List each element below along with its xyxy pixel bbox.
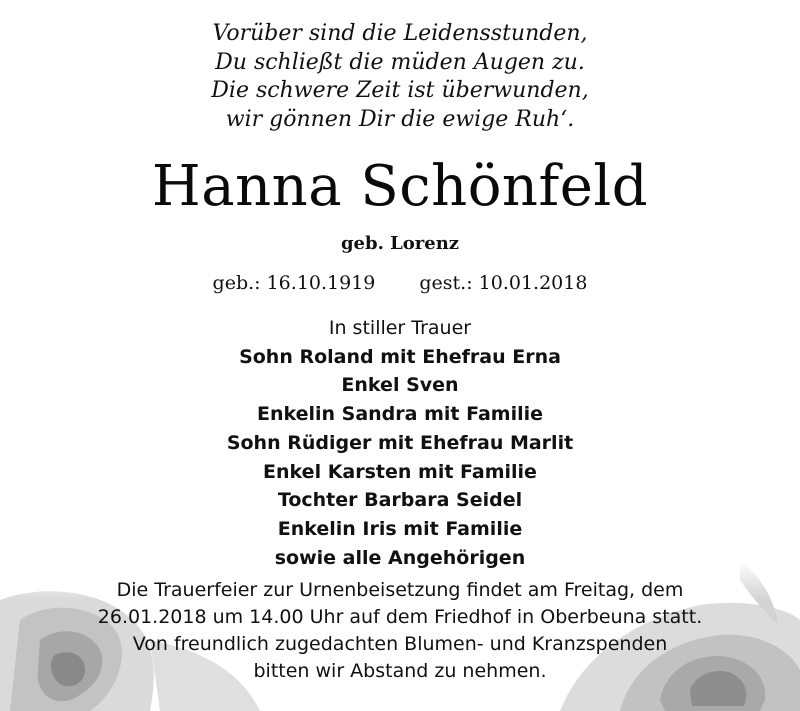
mourner: Enkelin Iris mit Familie [277, 517, 523, 540]
service-line: Die Trauerfeier zur Urnenbeisetzung findet am Freitag, dem [116, 579, 684, 601]
mourner: Sohn Rüdiger mit Ehefrau Marlit [226, 431, 574, 454]
deceased-name: Hanna Schönfeld [151, 154, 649, 219]
mourner: Tochter Barbara Seidel [277, 489, 523, 512]
poem-line: wir gönnen Dir die ewige Ruh‘. [225, 106, 575, 132]
mourner: Enkel Karsten mit Familie [263, 460, 537, 483]
poem-line: Die schwere Zeit ist überwunden, [211, 78, 589, 103]
poem-line: Vorüber sind die Leidensstunden, [212, 21, 588, 46]
birth-date: geb.: 16.10.1919 [212, 272, 376, 294]
poem [0, 20, 800, 134]
mourning-intro: In stiller Trauer [328, 317, 472, 339]
mourners-list [0, 314, 800, 572]
mourner: Sohn Roland mit Ehefrau Erna [239, 345, 561, 368]
poem-line: Du schließt die müden Augen zu. [215, 49, 585, 75]
death-date: gest.: 10.01.2018 [419, 272, 588, 294]
life-dates [0, 270, 800, 296]
service-line: Von freundlich zugedachten Blumen- und Kranzspenden [132, 633, 668, 655]
mourner: sowie alle Angehörigen [274, 546, 526, 569]
mourner: Enkelin Sandra mit Familie [256, 403, 544, 426]
mourner: Enkel Sven [341, 374, 459, 397]
service-line: bitten wir Abstand zu nehmen. [253, 660, 547, 682]
maiden-name: geb. Lorenz [340, 233, 460, 254]
service-line: 26.01.2018 um 14.00 Uhr auf dem Friedhof in Oberbeuna statt. [97, 606, 703, 628]
service-information [0, 577, 800, 685]
